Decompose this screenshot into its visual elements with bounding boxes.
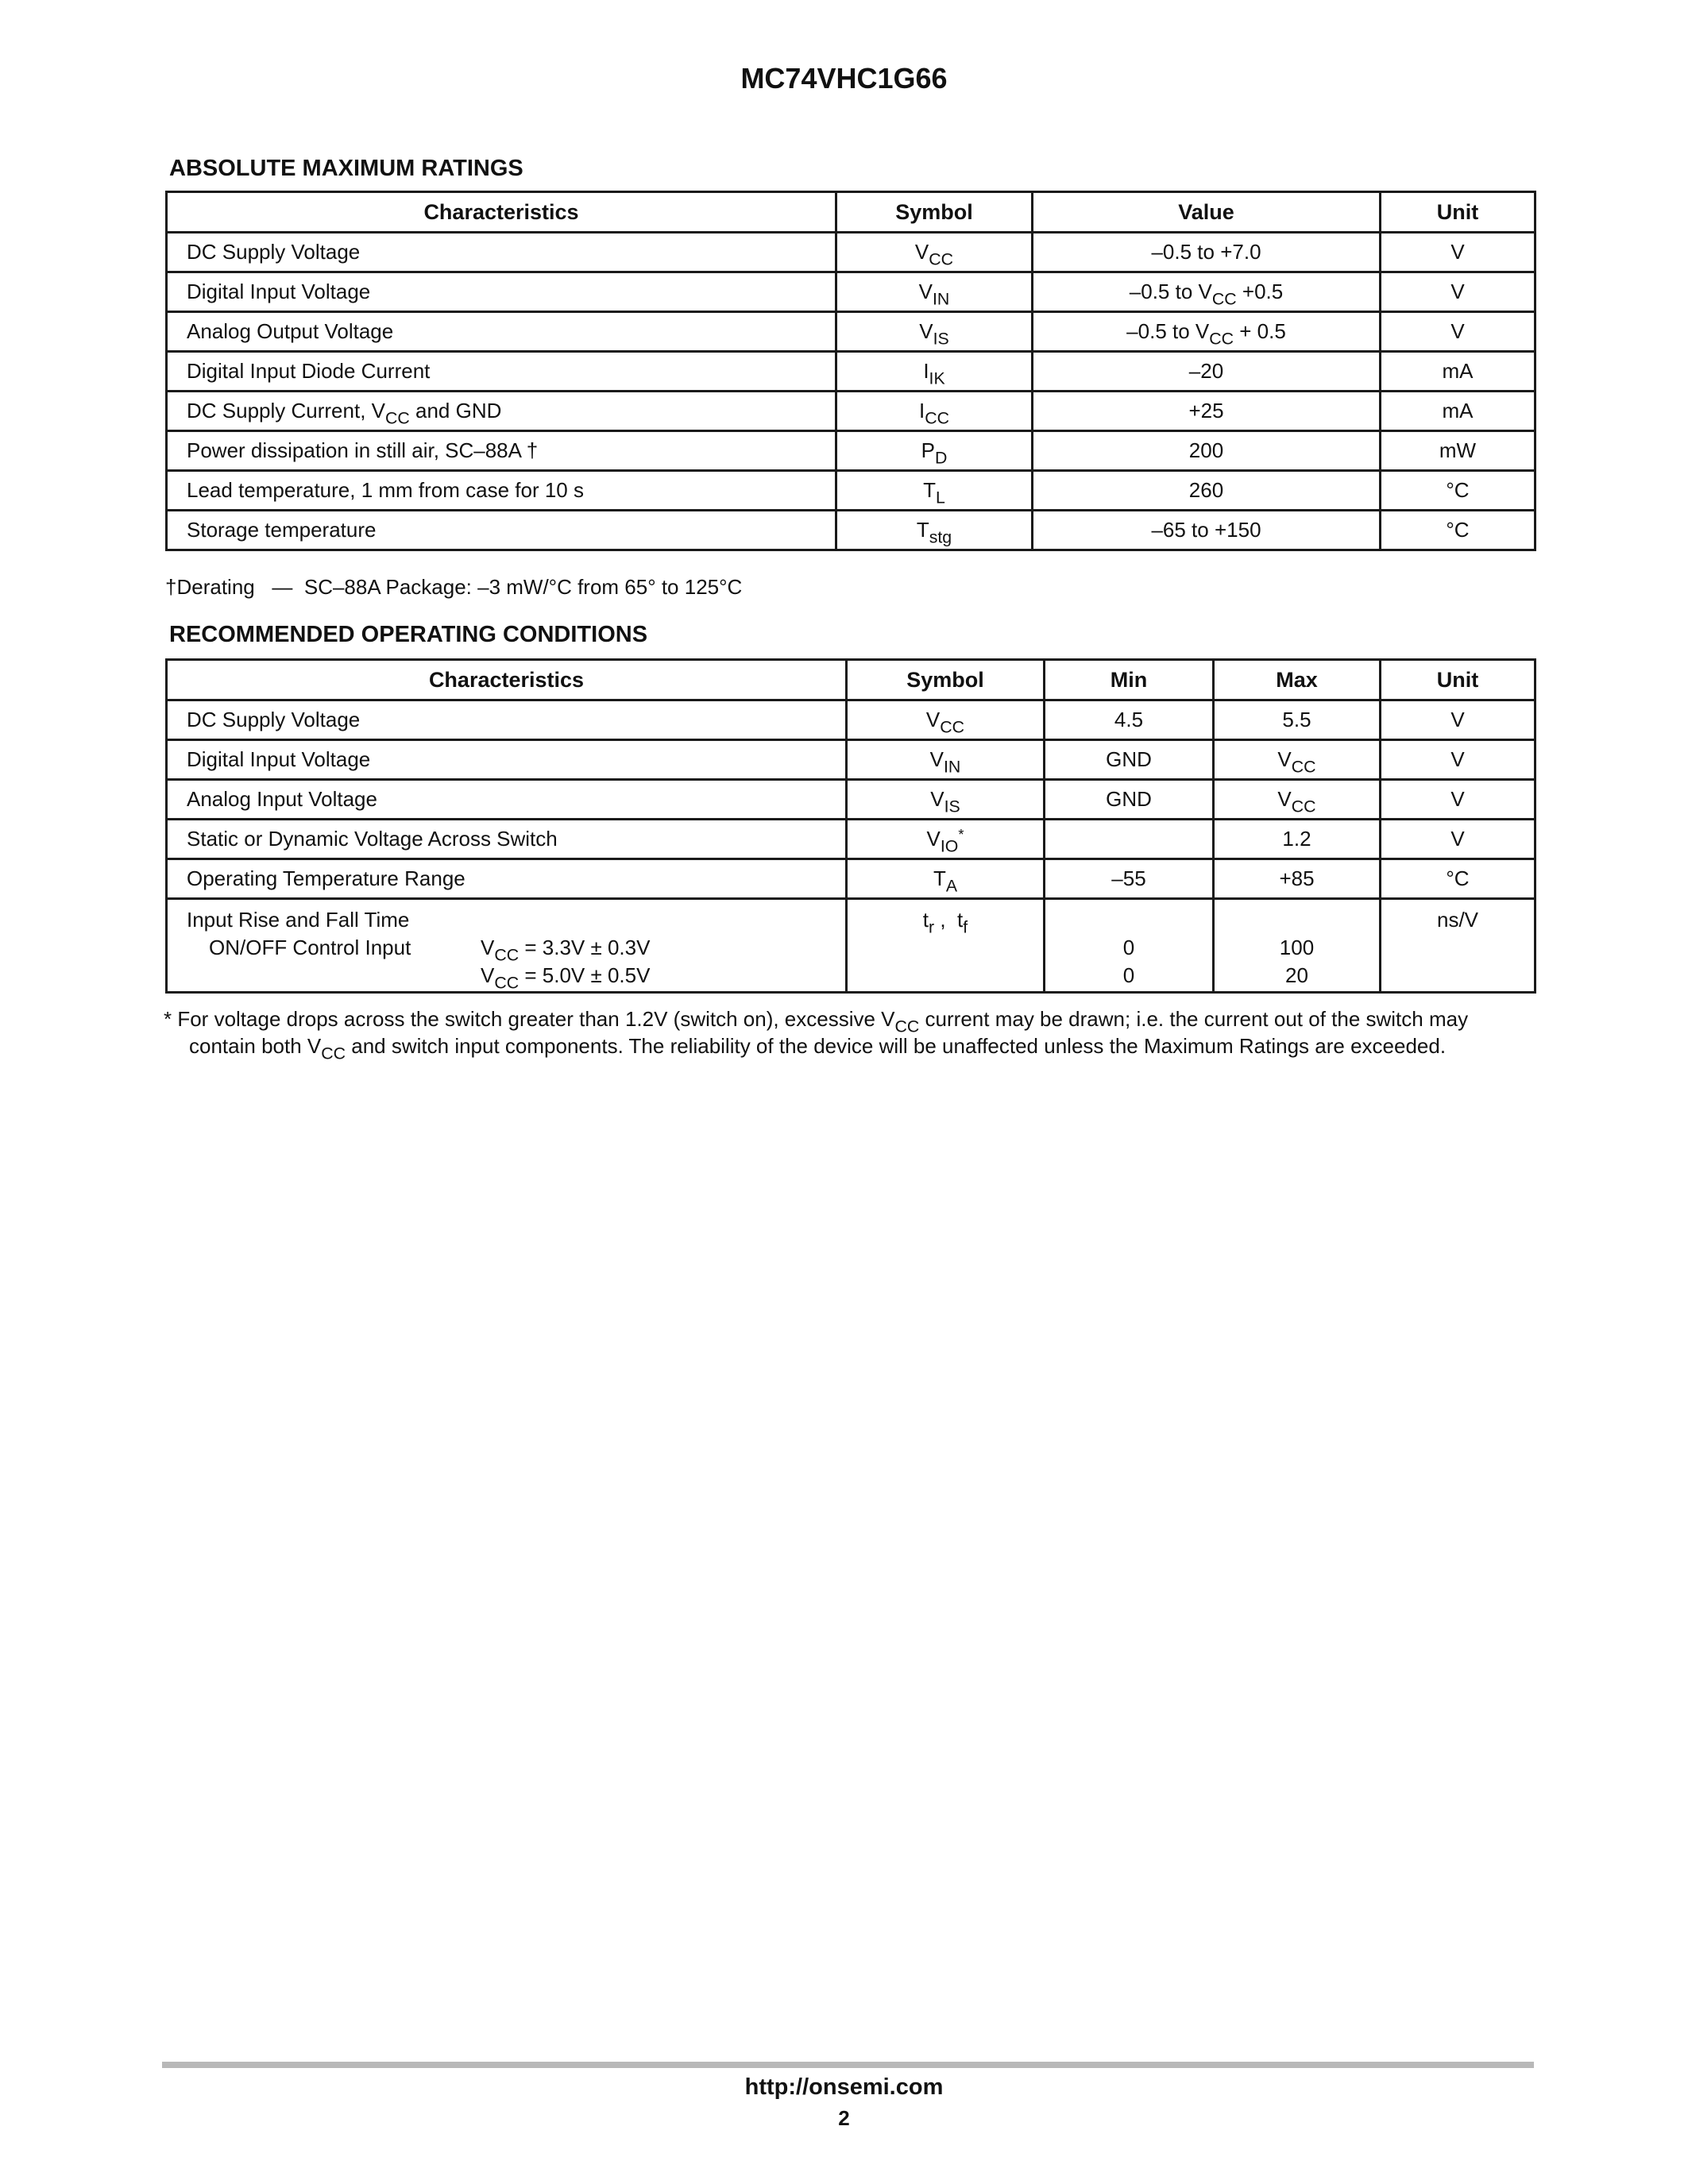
unit-cell: V (1381, 780, 1535, 820)
symbol-cell: $V_{CC}$ (836, 233, 1033, 272)
symbol-cell: $V_{IN}$ (836, 272, 1033, 312)
table-row (167, 272, 1535, 312)
header-symbol: Symbol (836, 192, 1033, 233)
unit-cell: V (1381, 233, 1535, 272)
rise-fall-label: Input Rise and Fall Time (187, 908, 410, 932)
symbol-cell: $V_{CC}$ (847, 700, 1045, 740)
max-cell: 100 20 (1214, 899, 1381, 993)
value-cell: –65 to +150 (1033, 511, 1381, 550)
header-min: Min (1045, 660, 1214, 700)
char-cell (167, 899, 847, 993)
char-cell: Lead temperature, 1 mm from case for 10 s (167, 471, 836, 511)
absolute-max-title: ABSOLUTE MAXIMUM RATINGS (169, 156, 523, 181)
min-cell: GND (1045, 780, 1214, 820)
unit-cell: V (1381, 312, 1535, 352)
table-row (167, 820, 1535, 859)
symbol-cell: $I_{CC}$ (836, 392, 1033, 431)
symbol-cell: $V_{IO}^*$ (847, 820, 1045, 859)
char-cell: Analog Input Voltage (167, 780, 847, 820)
symbol-cell: $I_{IK}$ (836, 352, 1033, 392)
table-row (167, 352, 1535, 392)
max-cell: +85 (1214, 859, 1381, 899)
condition-2: $V_{CC} = 5.0V \pm 0.5V$ (481, 963, 651, 993)
value-cell: +25 (1033, 392, 1381, 431)
vio-footnote-line-1: * For voltage drops across the switch greater than 1.2V (switch on), excessive $V_{CC}$ current may be drawn; i.e. the current out of the switch may (164, 1007, 1469, 1036)
char-cell: DC Supply Current, $V_{CC}$ and GND (167, 392, 836, 431)
value-cell: –0.5 to $V_{CC} +0.5$ (1033, 272, 1381, 312)
derating-footnote: †Derating — SC–88A Package: –3 mW/°C from 65° to 125°C (165, 575, 743, 599)
max-cell: $V_{CC}$ (1214, 780, 1381, 820)
table-row (167, 312, 1535, 352)
char-cell: DC Supply Voltage (167, 233, 836, 272)
max-cell: 1.2 (1214, 820, 1381, 859)
table-row (167, 233, 1535, 272)
min-cell: 0 0 (1045, 899, 1214, 993)
recommended-title: RECOMMENDED OPERATING CONDITIONS (169, 622, 648, 647)
table-row (167, 740, 1535, 780)
unit-cell: °C (1381, 511, 1535, 550)
unit-cell: V (1381, 272, 1535, 312)
header-max: Max (1214, 660, 1381, 700)
min-cell: 4.5 (1045, 700, 1214, 740)
header-symbol: Symbol (847, 660, 1045, 700)
table-header-row (167, 660, 1535, 700)
table-row (167, 431, 1535, 471)
unit-cell: mA (1381, 392, 1535, 431)
symbol-cell: $t_r$ , $t_f$ (847, 899, 1045, 993)
symbol-cell: $T_A$ (847, 859, 1045, 899)
value-cell: –20 (1033, 352, 1381, 392)
unit-cell: V (1381, 820, 1535, 859)
table-row (167, 780, 1535, 820)
condition-2-line (187, 962, 837, 993)
footer-divider (162, 2062, 1534, 2068)
min-cell (1045, 820, 1214, 859)
header-characteristics: Characteristics (167, 660, 847, 700)
char-cell: DC Supply Voltage (167, 700, 847, 740)
char-cell: Operating Temperature Range (167, 859, 847, 899)
char-cell: Digital Input Voltage (167, 272, 836, 312)
page-title: MC74VHC1G66 (740, 62, 948, 95)
table-row (167, 700, 1535, 740)
table-row (167, 899, 1535, 993)
unit-cell: °C (1381, 471, 1535, 511)
symbol-cell: $T_{stg}$ (836, 511, 1033, 550)
unit-cell: mA (1381, 352, 1535, 392)
recommended-table (165, 658, 1536, 994)
char-cell: Storage temperature (167, 511, 836, 550)
unit-cell: V (1381, 740, 1535, 780)
char-cell: Static or Dynamic Voltage Across Switch (167, 820, 847, 859)
value-cell: 260 (1033, 471, 1381, 511)
min-cell: –55 (1045, 859, 1214, 899)
footer-url[interactable]: http://onsemi.com (744, 2074, 944, 2100)
char-cell: Digital Input Voltage (167, 740, 847, 780)
vio-footnote-line-2: contain both $V_{CC}$ and switch input components. The reliability of the device will be unaffected unless the Maximum Ratings are exceeded. (189, 1034, 1447, 1063)
char-cell: Power dissipation in still air, SC–88A † (167, 431, 836, 471)
symbol-cell: $P_D$ (836, 431, 1033, 471)
condition-1: $V_{CC} = 3.3V \pm 0.3V$ (481, 936, 651, 965)
table-header-row (167, 192, 1535, 233)
table-row (167, 511, 1535, 550)
header-value: Value (1033, 192, 1381, 233)
header-unit: Unit (1381, 660, 1535, 700)
table-row (167, 471, 1535, 511)
header-characteristics: Characteristics (167, 192, 836, 233)
unit-cell: °C (1381, 859, 1535, 899)
char-cell: Digital Input Diode Current (167, 352, 836, 392)
control-input-line (187, 934, 837, 965)
header-unit: Unit (1381, 192, 1535, 233)
symbol-cell: $V_{IN}$ (847, 740, 1045, 780)
table-row (167, 859, 1535, 899)
value-cell: –0.5 to $V_{CC} + 0.5$ (1033, 312, 1381, 352)
symbol-cell: $V_{IS}$ (836, 312, 1033, 352)
unit-cell: mW (1381, 431, 1535, 471)
max-cell: 5.5 (1214, 700, 1381, 740)
table-row (167, 392, 1535, 431)
unit-cell: V (1381, 700, 1535, 740)
value-cell: –0.5 to +7.0 (1033, 233, 1381, 272)
min-cell: GND (1045, 740, 1214, 780)
symbol-cell: $V_{IS}$ (847, 780, 1045, 820)
control-input-label: ON/OFF Control Input (209, 936, 411, 959)
char-cell: Analog Output Voltage (167, 312, 836, 352)
absolute-max-table (165, 191, 1536, 551)
page-number: 2 (838, 2106, 850, 2130)
max-cell: $V_{CC}$ (1214, 740, 1381, 780)
value-cell: 200 (1033, 431, 1381, 471)
unit-cell: ns/V (1381, 899, 1535, 993)
symbol-cell: $T_L$ (836, 471, 1033, 511)
